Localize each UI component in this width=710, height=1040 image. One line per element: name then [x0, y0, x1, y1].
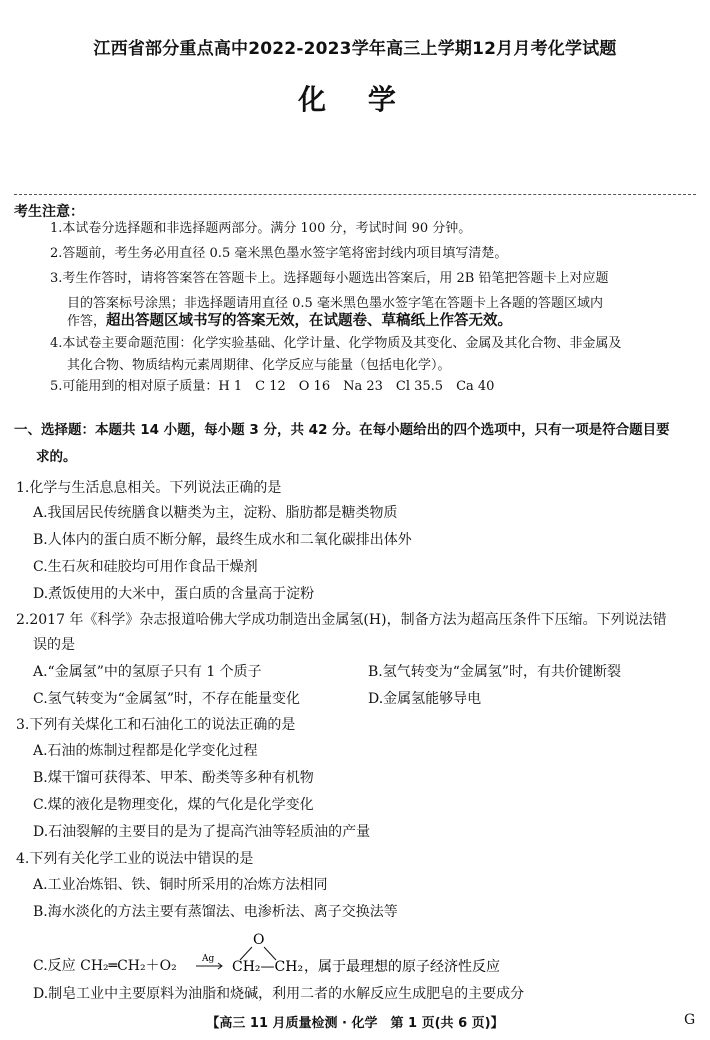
question-1-option-d: D.煮饭使用的大米中，蛋白质的含量高于淀粉: [33, 586, 315, 602]
question-2-option-c: C.氢气转变为“金属氢”时，不存在能量变化: [33, 691, 300, 707]
question-2-option-d: D.金属氢能够导电: [368, 691, 482, 707]
epoxide-product: CH₂—CH₂: [232, 959, 304, 975]
notice-warning: 超出答题区域书写的答案无效，在试题卷、草稿纸上作答无效。: [106, 313, 513, 329]
divider-line: [14, 194, 696, 195]
notice-item-3-end: 作答，超出答题区域书写的答案无效，在试题卷、草稿纸上作答无效。: [67, 313, 513, 329]
notice-item-4: 4.本试卷主要命题范围：化学实验基础、化学计量、化学物质及其变化、金属及其化合物、非金属及: [50, 336, 622, 351]
question-4-option-c: C.反应 CH₂═CH₂＋O₂: [33, 958, 177, 974]
question-1-option-b: B.人体内的蛋白质不断分解，最终生成水和二氧化碳排出体外: [33, 532, 412, 548]
catalyst-label: Ag: [202, 954, 215, 964]
epoxide-reaction-formula: [202, 928, 524, 975]
question-2-stem: 2.2017 年《科学》杂志报道哈佛大学成功制造出金属氢(H)，制备方法为超高压条件下压缩。下列说法错: [16, 612, 667, 628]
question-4-option-a: A.工业冶炼铝、铁、铜时所采用的冶炼方法相同: [33, 877, 328, 893]
notice-item-5: 5.可能用到的相对原子质量：H 1 C 12 O 16 Na 23 Cl 35.5 Ca 40: [50, 379, 495, 394]
notice-item-3-cont: 目的答案标号涂黑；非选择题请用直径 0.5 毫米黑色墨水签字笔在答题卡上各题的答题区域内: [67, 296, 603, 311]
question-2-option-b: B.氢气转变为“金属氢”时，有共价键断裂: [368, 664, 622, 680]
question-4-stem: 4.下列有关化学工业的说法中错误的是: [16, 851, 254, 867]
question-4-option-d: D.制皂工业中主要原料为油脂和烧碱，利用二者的水解反应生成肥皂的主要成分: [33, 986, 525, 1002]
question-3-option-b: B.煤干馏可获得苯、甲苯、酚类等多种有机物: [33, 770, 314, 786]
notice-heading: 考生注意：: [14, 204, 84, 220]
page-footer: 【高三 11 月质量检测 · 化学 第 1 页(共 6 页)】: [206, 1016, 504, 1031]
question-2-option-a: A.“金属氢”中的氢原子只有 1 个质子: [33, 664, 262, 680]
subject-title: 化 学: [298, 83, 412, 116]
notice-item-1: 1.本试卷分选择题和非选择题两部分。满分 100 分，考试时间 90 分钟。: [50, 221, 472, 236]
epoxide-oxygen: O: [253, 932, 265, 948]
question-1-stem: 1.化学与生活息息相关。下列说法正确的是: [16, 480, 282, 496]
question-4-option-b: B.海水淡化的方法主要有蒸馏法、电渗析法、离子交换法等: [33, 904, 398, 920]
exam-title: 江西省部分重点高中2022-2023学年高三上学期12月月考化学试题: [93, 39, 617, 59]
question-3-option-c: C.煤的液化是物理变化，煤的气化是化学变化: [33, 797, 314, 813]
question-3-option-d: D.石油裂解的主要目的是为了提高汽油等轻质油的产量: [33, 824, 371, 840]
question-2-stem-cont: 误的是: [33, 637, 75, 653]
notice-item-4-cont: 其化合物、物质结构元素周期律、化学反应与能量（包括电化学）。: [67, 358, 451, 373]
section-heading: 一、选择题：本题共 14 小题，每小题 3 分，共 42 分。在每小题给出的四个选项中，只有一项是符合题目要 求的。: [14, 422, 670, 465]
version-code: G: [684, 1012, 696, 1028]
notice-item-2: 2.答题前，考生务必用直径 0.5 毫米黑色墨水签字笔将密封线内项目填写清楚。: [50, 246, 508, 261]
question-1-option-a: A.我国居民传统膳食以糖类为主，淀粉、脂肪都是糖类物质: [33, 505, 398, 521]
notice-item-3: 3.考生作答时，请将答案答在答题卡上。选择题每小题选出答案后，用 2B 铅笔把答题卡上对应题: [50, 271, 609, 286]
question-3-option-a: A.石油的炼制过程都是化学变化过程: [33, 743, 258, 759]
formula-tail: ，属于最理想的原子经济性反应: [304, 959, 500, 975]
question-3-stem: 3.下列有关煤化工和石油化工的说法正确的是: [16, 717, 296, 733]
question-1-option-c: C.生石灰和硅胶均可用作食品干燥剂: [33, 559, 258, 575]
